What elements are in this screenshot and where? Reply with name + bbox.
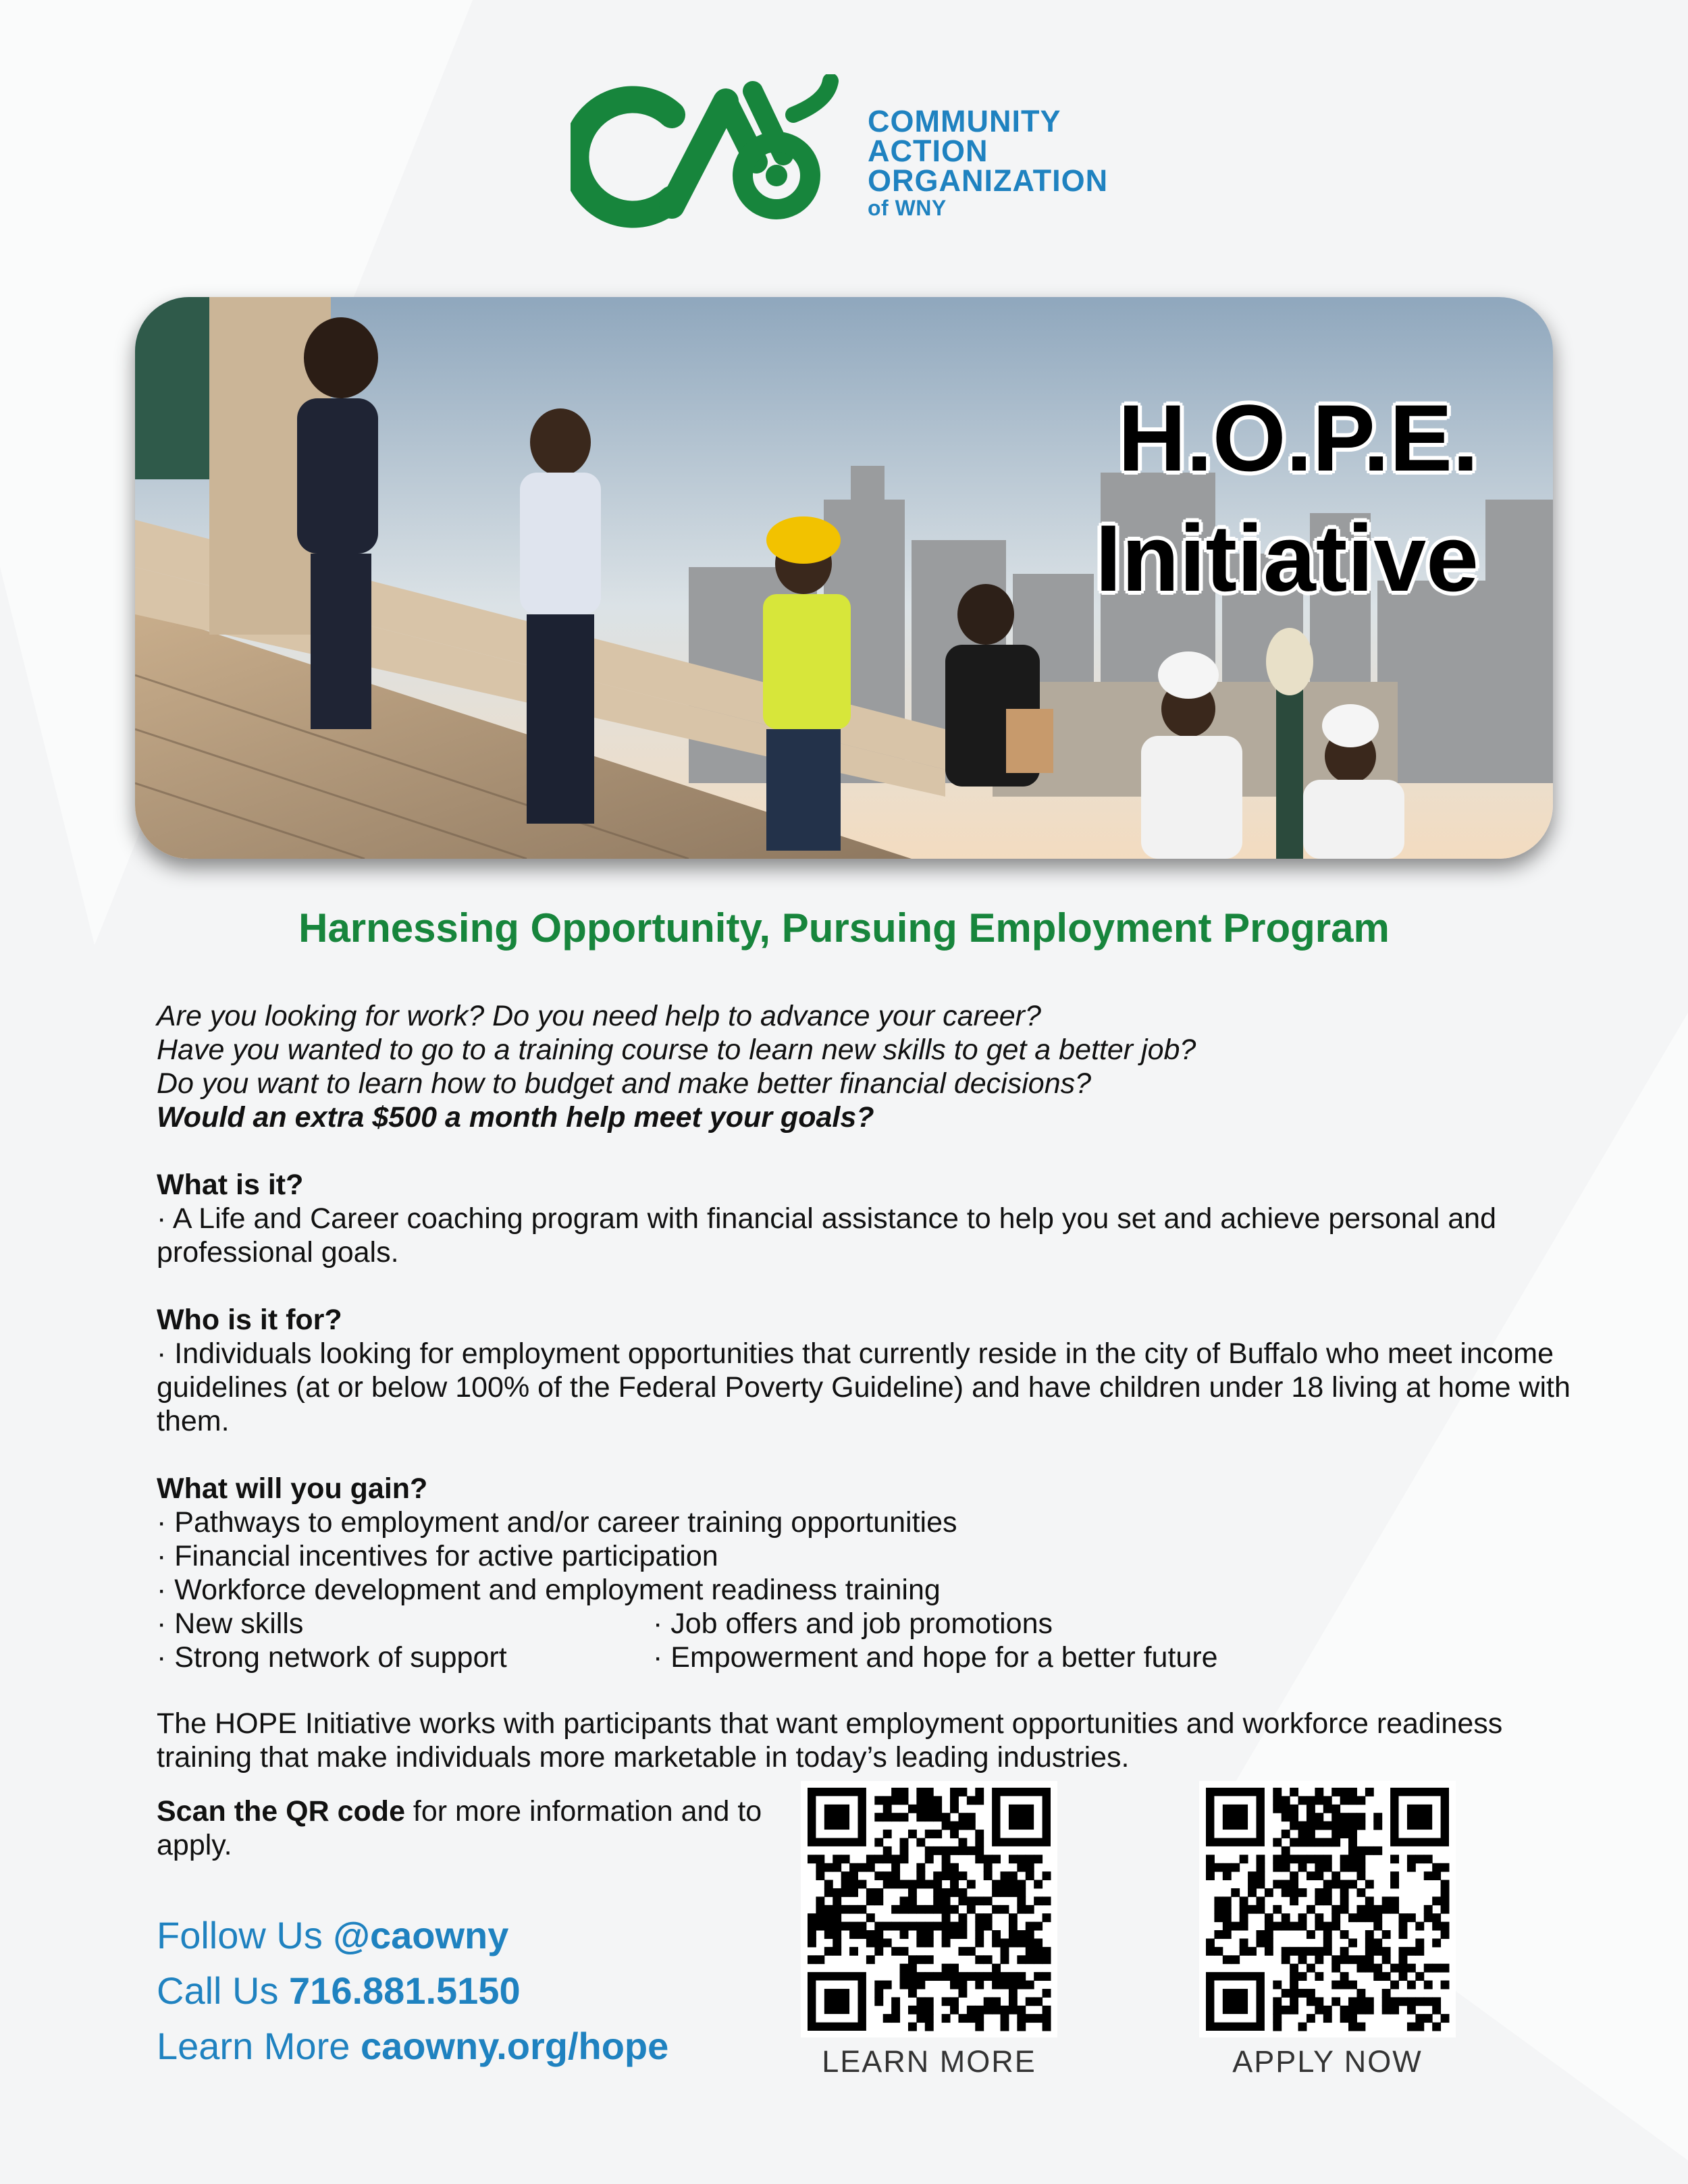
learn-more-qr-label: LEARN MORE [822,2044,1036,2079]
gain-item: · Empowerment and hope for a better future [653,1641,1218,1674]
gain-column-left [157,1607,653,1674]
learn-more-line [157,2019,668,2074]
intro-question: Are you looking for work? Do you need help to advance your career? [157,1000,1041,1032]
logo-line-organization: ORGANIZATION [868,163,1109,198]
organization-logo [571,74,1124,236]
lamp-column [135,297,216,479]
contact-info [157,1908,668,2074]
section-what-is-it [157,1168,1575,1269]
main-content [157,999,1575,1803]
logo-line-wny: of WNY [868,196,947,220]
gain-item: · Pathways to employment and/or career training opportunities [157,1506,957,1539]
scan-instructions-rest: for more information and to apply. [157,1795,762,1861]
section-heading: What will you gain? [157,1472,428,1505]
intro-question: Have you wanted to go to a training course to learn new skills to get a better job? [157,1034,1196,1066]
learn-more-label: Learn More [157,2025,361,2067]
scan-instructions [157,1794,764,1862]
qr-code-icon [1199,1781,1456,2037]
learn-more-qr-code[interactable] [801,1781,1057,2037]
program-title: Harnessing Opportunity, Pursuing Employment Program [298,905,1390,951]
intro-question-highlight: Would an extra $500 a month help meet your goals? [157,1101,874,1134]
gain-item: · New skills [157,1607,304,1640]
gain-item: · Workforce development and employment readiness training [157,1574,941,1606]
gain-column-right [653,1607,1218,1674]
scan-instructions-bold: Scan the QR code [157,1795,405,1828]
intro-question: Do you want to learn how to budget and make better financial decisions? [157,1067,1092,1100]
qr-code-icon [801,1781,1057,2037]
section-body: · A Life and Career coaching program with financial assistance to help you set and achieve personal and professional goals. [157,1202,1496,1269]
gain-item: · Strong network of support [157,1641,507,1674]
section-what-will-you-gain [157,1472,1575,1674]
logo-wordmark [868,104,1109,220]
section-heading: What is it? [157,1169,304,1201]
section-body: · Individuals looking for employment opportunities that currently reside in the city of Buffalo who meet income guidelines (at or below 100% of the Federal Poverty Guideline) and have children under 18 living at home with them. [157,1337,1571,1437]
phone-number-link[interactable]: 716.881.5150 [289,1969,521,2012]
closing-paragraph: The HOPE Initiative works with participants that want employment opportunities and workforce readiness training that make individuals more marketable in today’s leading industries. [157,1707,1503,1774]
gain-item: · Job offers and job promotions [653,1607,1053,1640]
apply-now-qr-label: APPLY NOW [1232,2044,1423,2079]
cao-logo-mark [571,74,854,236]
hero-title-line1: H.O.P.E. [1117,385,1479,491]
gain-two-column [157,1607,1575,1674]
call-us-label: Call Us [157,1969,290,2012]
section-who-is-it-for [157,1303,1575,1438]
gain-item: · Financial incentives for active participation [157,1540,718,1572]
hero-title-line2: Initiative [1095,505,1479,611]
hero-banner [135,297,1553,859]
logo-line-action: ACTION [868,134,988,168]
follow-us-line [157,1908,668,1963]
website-link[interactable]: caowny.org/hope [360,2025,669,2067]
apply-now-qr-code[interactable] [1199,1781,1456,2037]
call-us-line [157,1963,668,2019]
intro-questions [157,999,1575,1134]
follow-us-label: Follow Us [157,1914,334,1956]
section-heading: Who is it for? [157,1304,342,1336]
social-handle-link[interactable]: @caowny [333,1914,509,1956]
logo-line-community: COMMUNITY [868,104,1061,138]
hero-title [1095,378,1479,618]
